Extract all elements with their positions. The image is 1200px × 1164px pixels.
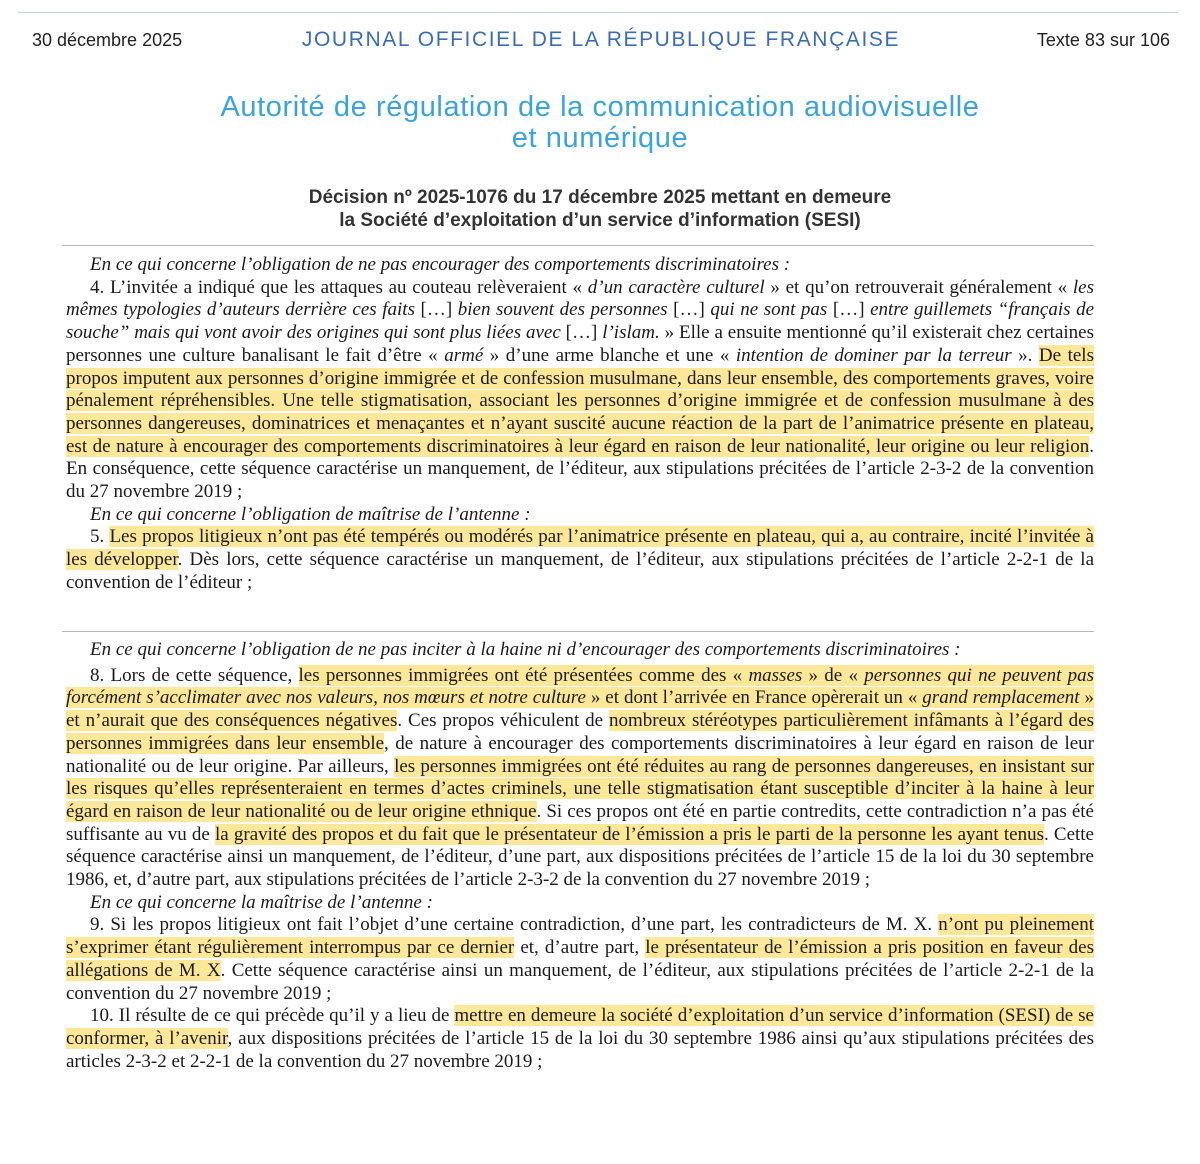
- section-heading: En ce qui concerne l’obligation de ne pas encourager des comportements discriminatoires :: [90, 254, 791, 275]
- section-heading: En ce qui concerne la maîtrise de l’antenne :: [90, 891, 433, 913]
- excerpt-block-1: [66, 254, 1094, 595]
- paragraph-9: 9. Si les propos litigieux ont fait l’objet d’une certaine contradiction, d’une part, les contradicteurs de M. X. n’ont pu pleinement s’exprimer étant régulièrement interrompus par ce dernier et, d’autre part, le présentateur de l’émission a pris position en faveur des allégations de M. X. Cette séquence caractérise ainsi un manquement, de l’éditeur, aux stipulations précitées de l’article 2-2-1 de la convention du 27 novembre 2019 ;: [66, 914, 1095, 1004]
- highlighted-passage: la gravité des propos et du fait que le présentateur de l’émission a pris le parti de la personne les ayant tenus: [215, 823, 1044, 845]
- highlighted-passage: nombreux stéréotypes particulièrement infâmants à l’égard des personnes immigrées dans leur ensemble: [66, 710, 1094, 754]
- decision-line-1: Décision nº 2025-1076 du 17 décembre 2025 mettant en demeure: [308, 187, 892, 208]
- paragraph-4: 4. L’invitée a indiqué que les attaques au couteau relèveraient « d’un caractère culturel » et qu’on retrouverait généralement « les mêmes typologies d’auteurs derrière ces faits […] bien souvent des personnes […] qui ne sont pas […] entre guillemets “français de souche” mais qui vont avoir des origines qui sont plus liées avec […] l’islam. » Elle a ensuite mentionné qu’il existerait chez certaines personnes une culture banalisant le fait d’être « armé » d’une arme blanche et une « intention de dominer par la terreur ». De tels propos imputent aux personnes d’origine immigrée et de confession musulmane, dans leur ensemble, des comportements graves, voire pénalement répréhensibles. Une telle stigmatisation, associant les personnes d’origine immigrée et de confession musulmane à des personnes dangereuses, dominatrices et menaçantes et n’ayant suscité aucune réaction de la part de l’animatrice présente en plateau, est de nature à encourager des comportements discriminatoires à leur égard en raison de leur nationalité, leur origine ou leur religion. En conséquence, cette séquence caractérise un manquement, de l’éditeur, aux stipulations précitées de l’article 2-3-2 de la convention du 27 novembre 2019 ;: [66, 276, 1094, 503]
- section-heading: En ce qui concerne l’obligation de ne pas inciter à la haine ni d’encourager des comportements discriminatoires :: [90, 639, 961, 660]
- paragraph-10: 10. Il résulte de ce qui précède qu’il y a lieu de mettre en demeure la société d’exploitation d’un service d’information (SESI) de se conformer, à l’avenir, aux dispositions précitées de l’article 15 de la loi du 30 septembre 1986 ainsi qu’aux stipulations précitées des articles 2-3-2 et 2-2-1 de la convention du 27 novembre 2019 ;: [66, 1005, 1094, 1072]
- decision-title: [60, 186, 1140, 232]
- text-counter: Texte 83 sur 106: [1036, 30, 1170, 50]
- highlighted-passage: le présentateur de l’émission a pris position en faveur des allégations de M. X: [66, 937, 1094, 981]
- section-heading: En ce qui concerne l’obligation de maîtrise de l’antenne :: [90, 503, 531, 525]
- journal-title: JOURNAL OFFICIEL DE LA RÉPUBLIQUE FRANÇAISE: [301, 28, 901, 51]
- authority-title: [60, 92, 1140, 154]
- authority-line-1: Autorité de régulation de la communication audiovisuelle: [220, 91, 980, 123]
- paragraph-5: 5. Les propos litigieux n’ont pas été tempérés ou modérés par l’animatrice présente en plateau, qui a, au contraire, incité l’invitée à les développer. Dès lors, cette séquence caractérise un manquement, de l’éditeur, aux stipulations précitées de l’article 2-2-1 de la convention de l’éditeur ;: [66, 526, 1094, 593]
- highlighted-passage: les personnes immigrées ont été présentées comme des «: [298, 664, 749, 686]
- highlighted-passage: Les propos litigieux n’ont pas été tempérés ou modérés par l’animatrice présente en plateau, qui a, au contraire, incité l’invitée à les développer: [66, 526, 1094, 571]
- highlighted-passage: les personnes immigrées ont été réduites au rang de personnes dangereuses, en insistant sur les risques qu’elles représenteraient en termes d’actes criminels, une telle stigmatisation étant susceptible d’inciter à la haine à leur égard en raison de leur nationalité ou de leur origine ethnique: [66, 755, 1094, 822]
- section-divider-2: [62, 631, 1094, 632]
- publication-date: 30 décembre 2025: [32, 30, 183, 50]
- journal-header: [32, 28, 1170, 56]
- section-divider-1: [62, 245, 1094, 246]
- highlighted-passage: n’ont pu pleinement s’exprimer étant régulièrement interrompus par ce dernier: [66, 914, 1094, 959]
- highlighted-passage: mettre en demeure la société d’exploitation d’un service d’information (SESI) de se conformer, à l’avenir: [66, 1005, 1094, 1049]
- top-rule: [18, 12, 1178, 13]
- authority-line-2: et numérique: [511, 122, 689, 154]
- highlighted-passage: De tels propos imputent aux personnes d’origine immigrée et de confession musulmane, dans leur ensemble, des comportements graves, voire pénalement répréhensibles. Une telle stigmatisation, associant les personnes d’origine immigrée et de confession musulmane à des personnes dangereuses, dominatrices et menaçantes et n’ayant suscité aucune réaction de la part de l’animatrice présente en plateau, est de nature à encourager des comportements discriminatoires à leur égard en raison de leur nationalité, leur origine ou leur religion: [66, 344, 1094, 457]
- decision-line-2: la Société d’exploitation d’un service d’information (SESI): [339, 210, 861, 231]
- excerpt-block-2: [66, 639, 1094, 1073]
- paragraph-8: 8. Lors de cette séquence, les personnes immigrées ont été présentées comme des « masses » de « personnes qui ne peuvent pas forcément s’acclimater avec nos valeurs, nos mœurs et notre culture » et dont l’arrivée en France opèrerait un « grand remplacement » et n’aurait que des conséquences négatives. Ces propos véhiculent de nombreux stéréotypes particulièrement infâmants à l’égard des personnes immigrées dans leur ensemble, de nature à encourager des comportements discriminatoires à leur égard en raison de leur nationalité ou de leur origine. Par ailleurs, les personnes immigrées ont été réduites au rang de personnes dangereuses, en insistant sur les risques qu’elles représenteraient en termes d’actes criminels, une telle stigmatisation étant susceptible d’inciter à la haine à leur égard en raison de leur nationalité ou de leur origine ethnique. Si ces propos ont été en partie contredits, cette contradiction n’a pas été suffisante au vu de la gravité des propos et du fait que le présentateur de l’émission a pris le parti de la personne les ayant tenus. Cette séquence caractérise ainsi un manquement, de l’éditeur, d’une part, aux dispositions précitées de l’article 15 de la loi du 30 septembre 1986, et, d’autre part, aux stipulations précitées de l’article 2-3-2 de la convention du 27 novembre 2019 ;: [66, 664, 1095, 891]
